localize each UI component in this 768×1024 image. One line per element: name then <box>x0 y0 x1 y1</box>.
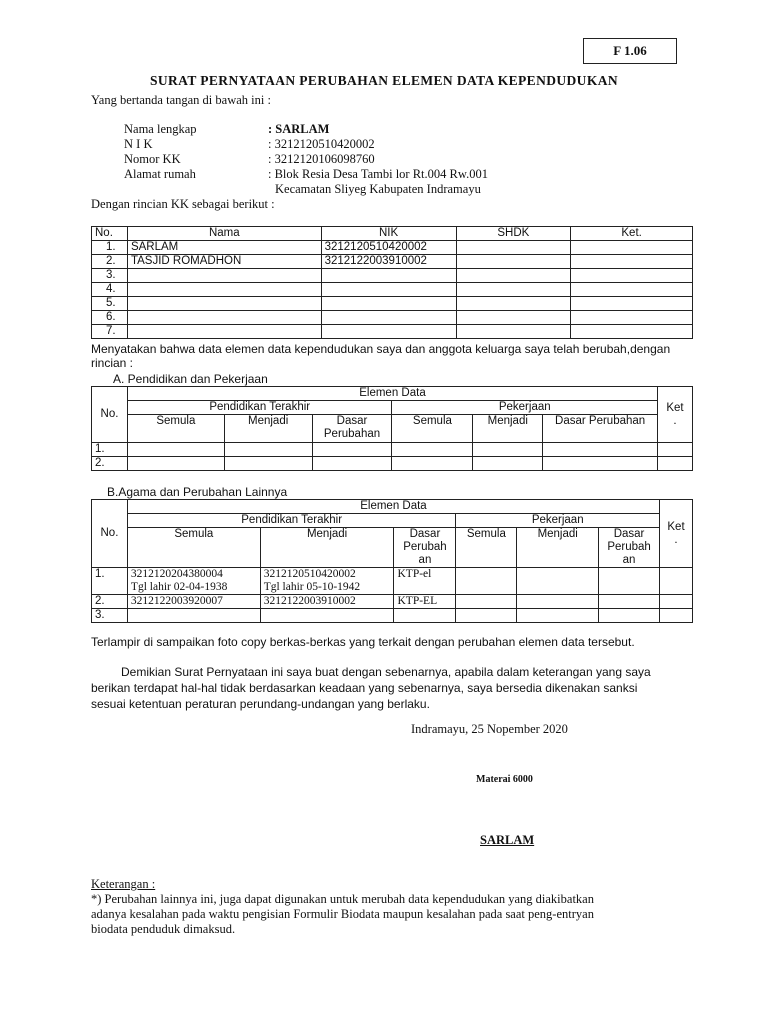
table-cell <box>127 609 260 623</box>
table-a-row1-no: 1. <box>92 443 128 457</box>
table-cell: 7. <box>92 325 128 339</box>
table-cell <box>456 311 571 325</box>
table-cell <box>392 443 473 457</box>
table-b-row2-no: 2. <box>92 595 128 609</box>
address-line-2: Kecamatan Sliyeg Kabupaten Indramayu <box>275 182 481 196</box>
table-cell: 2. <box>92 255 128 269</box>
statement-text-2: rincian : <box>91 356 134 370</box>
signatory-name: SARLAM <box>480 833 535 847</box>
table-cell: TASJID ROMADHON <box>127 255 321 269</box>
kk-header-nik: NIK <box>321 227 456 241</box>
table-cell: 1. <box>92 241 128 255</box>
table-b-dasar-text: Dasar <box>409 528 441 540</box>
kk-label: Nomor KK <box>124 152 181 166</box>
table-cell: 6. <box>92 311 128 325</box>
table-a-pekerjaan-header: Pekerjaan <box>392 401 658 415</box>
kk-table <box>91 226 693 339</box>
table-b-perubah2-text: Perubah <box>607 541 651 553</box>
closing-line-1: Demikian Surat Pernyataan ini saya buat dengan sebenarnya, apabila dalam keterangan yang saya <box>121 665 651 679</box>
address-value: : Blok Resia Desa Tambi lor Rt.004 Rw.001 <box>268 167 488 181</box>
identity-nik-row <box>124 137 375 152</box>
table-b-menjadi-header: Menjadi <box>260 528 394 568</box>
table-row <box>92 609 693 623</box>
table-cell <box>321 283 456 297</box>
table-cell <box>517 595 599 609</box>
table-cell <box>456 568 517 595</box>
table-b-pendidikan-header: Pendidikan Terakhir <box>127 514 455 528</box>
table-cell <box>260 609 394 623</box>
table-cell <box>224 443 312 457</box>
identity-name-row <box>124 122 329 137</box>
closing-line-3: sesuai ketentuan peraturan perundang-undangan yang berlaku. <box>91 697 430 711</box>
note-line-3: biodata penduduk dimaksud. <box>91 922 236 936</box>
table-cell <box>456 325 571 339</box>
table-cell <box>599 609 660 623</box>
table-b-row2-semula: 3212122003920007 <box>127 595 260 609</box>
table-cell <box>571 311 693 325</box>
table-row <box>92 311 693 325</box>
table-a-ket-header <box>658 387 693 443</box>
table-b-row3-no: 3. <box>92 609 128 623</box>
table-cell <box>571 255 693 269</box>
table-b-ket-header <box>660 500 693 568</box>
table-b-row2-dasar: KTP-EL <box>394 595 456 609</box>
statement-text-1: Menyatakan bahwa data elemen data kependudukan saya dan anggota keluarga saya telah berubah,dengan <box>91 342 671 356</box>
table-cell <box>224 457 312 471</box>
table-b-an-text: an <box>418 554 432 566</box>
name-label: Nama lengkap <box>124 122 197 136</box>
name-value: : SARLAM <box>268 122 330 136</box>
table-a <box>91 386 693 471</box>
table-cell <box>321 269 456 283</box>
table-b-row1-menjadi-nik: 3212120510420002 <box>263 568 356 580</box>
table-cell: 4. <box>92 283 128 297</box>
table-cell <box>660 568 693 595</box>
table-row <box>92 241 693 255</box>
table-b-dasar-header <box>394 528 456 568</box>
table-a-menjadi2-header: Menjadi <box>473 415 543 443</box>
table-a-no-header: No. <box>92 387 128 443</box>
table-cell <box>456 283 571 297</box>
form-code-box: F 1.06 <box>583 38 677 64</box>
table-a-row2-no: 2. <box>92 457 128 471</box>
table-cell <box>660 609 693 623</box>
table-row <box>92 297 693 311</box>
table-b-perubah-text: Perubah <box>403 541 447 553</box>
table-cell <box>571 269 693 283</box>
kk-header-ket: Ket. <box>571 227 693 241</box>
table-cell <box>312 457 392 471</box>
table-row <box>92 255 693 269</box>
table-b-semula-header: Semula <box>127 528 260 568</box>
table-b-dasar2-header <box>599 528 660 568</box>
table-a-semula-header: Semula <box>127 415 224 443</box>
table-cell <box>456 269 571 283</box>
table-cell <box>571 241 693 255</box>
table-cell <box>658 443 693 457</box>
address-label: Alamat rumah <box>124 167 196 181</box>
table-cell <box>456 255 571 269</box>
table-cell <box>456 595 517 609</box>
table-cell <box>321 311 456 325</box>
table-cell <box>127 457 224 471</box>
table-b-semula2-header: Semula <box>456 528 517 568</box>
table-row <box>92 283 693 297</box>
table-cell <box>127 269 321 283</box>
table-a-dasar-perubahan-header: Dasar Perubahan <box>543 415 658 443</box>
table-a-semula2-header: Semula <box>392 415 473 443</box>
table-cell <box>599 595 660 609</box>
table-b-menjadi2-header: Menjadi <box>517 528 599 568</box>
table-cell <box>658 457 693 471</box>
table-cell <box>473 457 543 471</box>
table-cell <box>456 241 571 255</box>
table-cell <box>543 457 658 471</box>
table-cell <box>571 297 693 311</box>
kk-intro-text: Dengan rincian KK sebagai berikut : <box>91 197 275 211</box>
table-b-row1-semula <box>127 568 260 595</box>
table-a-elemen-header: Elemen Data <box>127 387 657 401</box>
table-row <box>92 325 693 339</box>
intro-text: Yang bertanda tangan di bawah ini : <box>91 93 271 107</box>
table-cell <box>571 283 693 297</box>
table-b-dasar2-text: Dasar <box>613 528 645 540</box>
table-cell <box>127 283 321 297</box>
table-a-dasar-header <box>312 415 392 443</box>
table-row <box>92 269 693 283</box>
table-b-pekerjaan-header: Pekerjaan <box>456 514 660 528</box>
table-b-row2-menjadi: 3212122003910002 <box>260 595 394 609</box>
table-b-row1-dasar: KTP-el <box>394 568 456 595</box>
table-a-menjadi-header: Menjadi <box>224 415 312 443</box>
attachment-note: Terlampir di sampaikan foto copy berkas-berkas yang terkait dengan perubahan elemen data tersebut. <box>91 635 635 649</box>
note-line-2: adanya kesalahan pada waktu pengisian Formulir Biodata maupun kesalahan pada saat peng-entryan <box>91 907 594 921</box>
identity-kk-row <box>124 152 375 167</box>
table-cell <box>571 325 693 339</box>
table-b-row1-menjadi <box>260 568 394 595</box>
table-cell: 3. <box>92 269 128 283</box>
section-b-heading: B.Agama dan Perubahan Lainnya <box>107 485 288 499</box>
table-b-row1-no: 1. <box>92 568 128 595</box>
table-cell: 3212120510420002 <box>321 241 456 255</box>
table-cell <box>392 457 473 471</box>
table-row <box>92 457 693 471</box>
kk-header-shdk: SHDK <box>456 227 571 241</box>
place-date: Indramayu, 25 Nopember 2020 <box>411 722 568 736</box>
table-cell <box>321 325 456 339</box>
table-cell <box>517 609 599 623</box>
table-b-ket-text: Ket <box>667 520 685 533</box>
table-b-elemen-header: Elemen Data <box>127 500 659 514</box>
kk-header-nama: Nama <box>127 227 321 241</box>
table-a-ket-text: Ket <box>666 401 684 414</box>
materai-label: Materai 6000 <box>476 774 533 785</box>
kk-header-no: No. <box>92 227 128 241</box>
table-cell: SARLAM <box>127 241 321 255</box>
note-line-1: *) Perubahan lainnya ini, juga dapat digunakan untuk merubah data kependudukan yang diakibatkan <box>91 892 594 906</box>
closing-line-2: berikan terdapat hal-hal tidak berdasarkan keadaan yang sebenarnya, saya bersedia dikenakan sanksi <box>91 681 638 695</box>
table-b <box>91 499 693 623</box>
nik-value: : 3212120510420002 <box>268 137 375 151</box>
table-cell <box>543 443 658 457</box>
table-row <box>92 568 693 595</box>
table-cell <box>456 297 571 311</box>
kk-header-row <box>92 227 693 241</box>
table-cell <box>127 325 321 339</box>
table-cell <box>321 297 456 311</box>
table-a-perubahan-text: Perubahan <box>323 428 381 440</box>
table-b-row1-menjadi-tgl: Tgl lahir 05-10-1942 <box>263 581 361 593</box>
table-cell <box>127 311 321 325</box>
table-cell <box>394 609 456 623</box>
note-title: Keterangan : <box>91 877 156 891</box>
table-b-no-header: No. <box>92 500 128 568</box>
table-cell <box>517 568 599 595</box>
table-cell <box>312 443 392 457</box>
kk-value: : 3212120106098760 <box>268 152 375 166</box>
table-b-row1-semula-nik: 3212120204380004 <box>130 568 223 580</box>
identity-address-row <box>124 167 488 182</box>
table-b-row1-semula-tgl: Tgl lahir 02-04-1938 <box>130 581 228 593</box>
table-b-an2-text: an <box>622 554 636 566</box>
table-a-ket-dot: . <box>673 414 677 427</box>
nik-label: N I K <box>124 137 153 151</box>
table-cell <box>456 609 517 623</box>
table-a-pendidikan-header: Pendidikan Terakhir <box>127 401 392 415</box>
table-cell: 3212122003910002 <box>321 255 456 269</box>
table-cell <box>127 297 321 311</box>
table-cell <box>599 568 660 595</box>
section-a-heading: A. Pendidikan dan Pekerjaan <box>113 372 268 386</box>
table-a-dasar-text: Dasar <box>336 415 368 427</box>
table-cell <box>127 443 224 457</box>
table-cell <box>473 443 543 457</box>
table-row <box>92 443 693 457</box>
table-cell: 5. <box>92 297 128 311</box>
document-title: SURAT PERNYATAAN PERUBAHAN ELEMEN DATA KEPENDUDUKAN <box>149 73 619 88</box>
table-row <box>92 595 693 609</box>
table-cell <box>660 595 693 609</box>
table-b-ket-dot: . <box>674 533 678 546</box>
